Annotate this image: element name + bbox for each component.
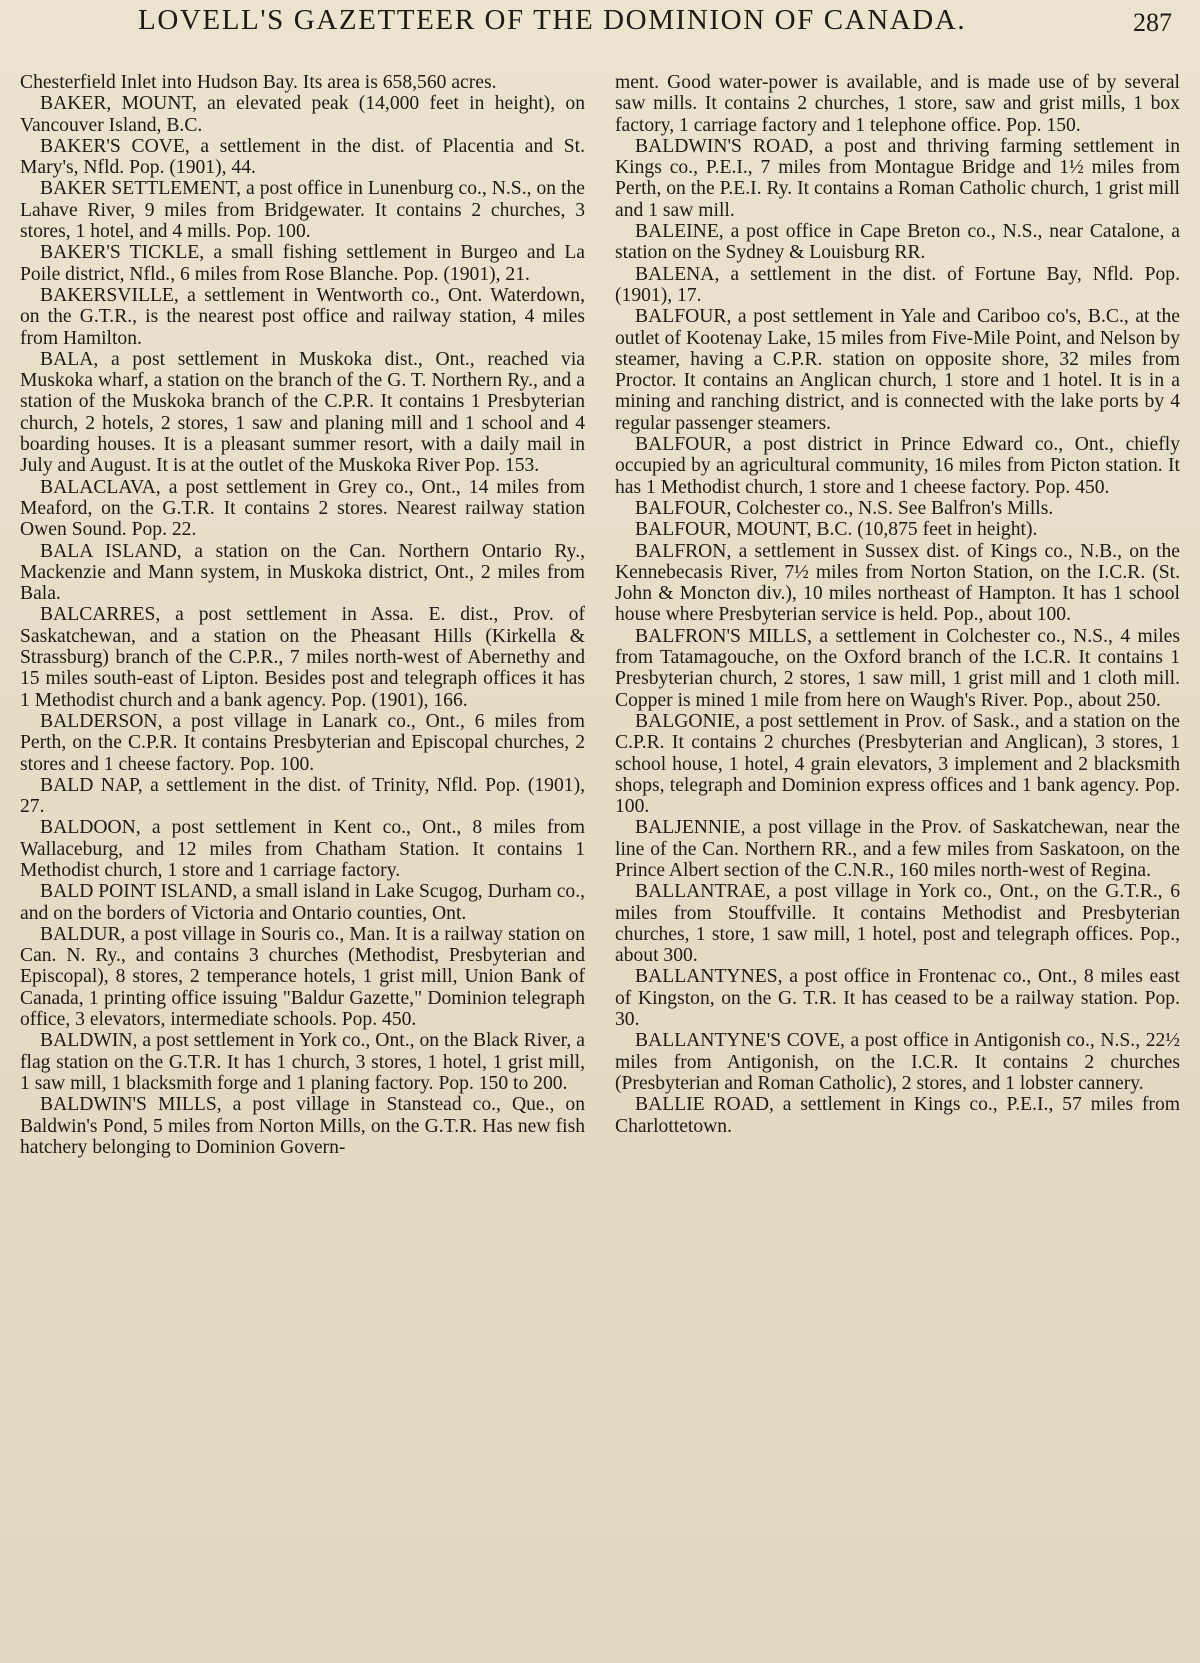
gazetteer-entry: BALA, a post settlement in Muskoka dist., Ont., reached via Muskoka wharf, a station on the branch of the G. T. Northern Ry., and a station of the Muskoka branch of the C.P.R. It contains 1 Presbyterian church, 2 hotels, 2 stores, 1 saw and planing mill and 1 school and 4 boarding houses. It is a pleasant summer resort, with a daily mail in July and August. It is at the outlet of the Muskoka River Pop. 153. bbox=[20, 348, 585, 477]
gazetteer-entry: BAKER, MOUNT, an elevated peak (14,000 feet in height), on Vancouver Island, B.C. bbox=[20, 93, 585, 136]
gazetteer-entry: BALCARRES, a post settlement in Assa. E. dist., Prov. of Saskatchewan, and a station on the Pheasant Hills (Kirkella & Strassburg) branch of the C.P.R., 7 miles north-west of Abernethy and 15 miles south-east of Lipton. Besides post and telegraph offices it has 1 Methodist church and a bank agency. Pop. (1901), 166. bbox=[20, 604, 585, 711]
gazetteer-entry: BALDOON, a post settlement in Kent co., Ont., 8 miles from Wallaceburg, and 12 miles from Chatham Station. It contains 1 Methodist church, 1 store and 1 carriage factory. bbox=[20, 817, 585, 881]
gazetteer-entry: BALDUR, a post village in Souris co., Man. It is a railway station on Can. N. Ry., and contains 3 churches (Methodist, Presbyterian and Episcopal), 8 stores, 2 temperance hotels, 1 grist mill, Union Bank of Canada, 1 printing office issuing "Baldur Gazette," Dominion telegraph office, 3 elevators, intermediate schools. Pop. 450. bbox=[20, 923, 585, 1031]
gazetteer-entry: BALJENNIE, a post village in the Prov. of Saskatchewan, near the line of the Can. Northern RR., and a few miles from Saskatoon, on the Prince Albert section of the C.N.R., 160 miles north-west of Regina. bbox=[615, 817, 1180, 881]
gazetteer-entry: BALEINE, a post office in Cape Breton co., N.S., near Catalone, a station on the Sydney & Louisburg RR. bbox=[615, 221, 1180, 264]
text-columns bbox=[20, 72, 1180, 1652]
gazetteer-entry: ment. Good water-power is available, and is made use of by several saw mills. It contains 2 churches, 1 store, saw and grist mills, 1 box factory, 1 carriage factory and 1 telephone office. Pop. 150. bbox=[615, 72, 1180, 136]
gazetteer-entry: BALLANTRAE, a post village in York co., Ont., on the G.T.R., 6 miles from Stouffville. It contains Methodist and Presbyterian churches, 1 store, 1 saw mill, 1 hotel, post and telegraph offices. Pop., about 300. bbox=[615, 881, 1180, 967]
gazetteer-entry: BALDERSON, a post village in Lanark co., Ont., 6 miles from Perth, on the C.P.R. It contains Presbyterian and Episcopal churches, 2 stores and 1 cheese factory. Pop. 100. bbox=[20, 710, 585, 775]
gazetteer-entry: BALFOUR, MOUNT, B.C. (10,875 feet in height). bbox=[635, 519, 1038, 541]
gazetteer-entry: BALDWIN, a post settlement in York co., Ont., on the Black River, a flag station on the G.T.R. It has 1 church, 3 stores, 1 hotel, 1 grist mill, 1 saw mill, 1 blacksmith forge and 1 planing factory. Pop. 150 to 200. bbox=[20, 1030, 585, 1094]
gazetteer-entry: BAKER'S COVE, a settlement in the dist. of Placentia and St. Mary's, Nfld. Pop. (1901), 44. bbox=[20, 135, 585, 179]
gazetteer-entry: BALLANTYNES, a post office in Frontenac co., Ont., 8 miles east of Kingston, on the G. T.R. It has ceased to be a railway station. Pop. 30. bbox=[615, 966, 1180, 1031]
gazetteer-entry: BALD POINT ISLAND, a small island in Lake Scugog, Durham co., and on the borders of Victoria and Ontario counties, Ont. bbox=[20, 881, 585, 924]
gazetteer-entry: BALFRON'S MILLS, a settlement in Colchester co., N.S., 4 miles from Tatamagouche, on the Oxford branch of the I.C.R. It contains 1 Presbyterian church, 2 stores, 1 saw mill, 1 grist mill and 1 cloth mill. Copper is mined 1 mile from here on Waugh's River. Pop., about 250. bbox=[615, 625, 1180, 711]
gazetteer-entry: BAKER'S TICKLE, a small fishing settlement in Burgeo and La Poile district, Nfld., 6 miles from Rose Blanche. Pop. (1901), 21. bbox=[20, 242, 585, 285]
running-head bbox=[0, 0, 1200, 62]
gazetteer-entry: BALFOUR, a post settlement in Yale and Cariboo co's, B.C., at the outlet of Kootenay Lake, 15 miles from Five-Mile Point, and Nelson by steamer, having a C.P.R. station on opposite shore, 32 miles from Proctor. It contains an Anglican church, 1 store and 1 hotel. It is in a mining and ranching district, and is connected with the lake ports by 4 regular passenger steamers. bbox=[615, 306, 1180, 434]
running-title: LOVELL'S GAZETTEER OF THE DOMINION OF CANADA. bbox=[138, 4, 967, 36]
gazetteer-entry: BALDWIN'S MILLS, a post village in Stanstead co., Que., on Baldwin's Pond, 5 miles from Norton Mills, on the G.T.R. Has new fish hatchery belonging to Dominion Govern- bbox=[20, 1094, 585, 1158]
left-column bbox=[20, 72, 585, 1652]
right-column bbox=[615, 72, 1180, 1652]
gazetteer-entry: BALFOUR, Colchester co., N.S. See Balfron's Mills. bbox=[635, 497, 1054, 519]
page-number: 287 bbox=[1133, 8, 1172, 37]
gazetteer-entry: BALGONIE, a post settlement in Prov. of Sask., and a station on the C.P.R. It contains 2 churches (Presbyterian and Anglican), 3 stores, 1 school house, 1 hotel, 4 grain elevators, 3 implement and 2 blacksmith shops, telegraph and Dominion express offices and 1 bank agency. Pop. 100. bbox=[615, 710, 1180, 818]
gazetteer-entry: BALFOUR, a post district in Prince Edward co., Ont., chiefly occupied by an agricultural community, 16 miles from Picton station. It has 1 Methodist church, 1 store and 1 cheese factory. Pop. 450. bbox=[615, 434, 1180, 498]
gazetteer-entry: BALFRON, a settlement in Sussex dist. of Kings co., N.B., on the Kennebecasis River, 7½ miles from Norton Station, on the I.C.R. (St. John & Moncton div.), 10 miles northeast of Hampton. It has 1 school house where Presbyterian service is held. Pop., about 100. bbox=[615, 540, 1180, 626]
gazetteer-entry: BALD NAP, a settlement in the dist. of Trinity, Nfld. Pop. (1901), 27. bbox=[20, 774, 585, 818]
gazetteer-entry: BAKERSVILLE, a settlement in Wentworth co., Ont. Waterdown, on the G.T.R., is the nearest post office and railway station, 4 miles from Hamilton. bbox=[20, 284, 585, 349]
gazetteer-entry: BALLANTYNE'S COVE, a post office in Antigonish co., N.S., 22½ miles from Antigonish, on the I.C.R. It contains 2 churches (Presbyterian and Roman Catholic), 2 stores, and 1 lobster cannery. bbox=[615, 1030, 1180, 1094]
gazetteer-entry: BAKER SETTLEMENT, a post office in Lunenburg co., N.S., on the Lahave River, 9 miles from Bridgewater. It contains 2 churches, 3 stores, 1 hotel, and 4 mills. Pop. 100. bbox=[20, 178, 585, 243]
gazetteer-entry: BALLIE ROAD, a settlement in Kings co., P.E.I., 57 miles from Charlottetown. bbox=[615, 1094, 1180, 1137]
gazetteer-entry: BALENA, a settlement in the dist. of Fortune Bay, Nfld. Pop. (1901), 17. bbox=[615, 263, 1180, 306]
gazetteer-entry: BALDWIN'S ROAD, a post and thriving farming settlement in Kings co., P.E.I., 7 miles from Montague Bridge and 1½ miles from Perth, on the P.E.I. Ry. It contains a Roman Catholic church, 1 grist mill and 1 saw mill. bbox=[615, 135, 1180, 221]
gazetteer-entry: BALACLAVA, a post settlement in Grey co., Ont., 14 miles from Meaford, on the G.T.R. It contains 2 stores. Nearest railway station Owen Sound. Pop. 22. bbox=[20, 476, 585, 541]
gazetteer-entry: Chesterfield Inlet into Hudson Bay. Its area is 658,560 acres. bbox=[20, 72, 497, 93]
gazetteer-entry: BALA ISLAND, a station on the Can. Northern Ontario Ry., Mackenzie and Mann system, in Muskoka district, Ont., 2 miles from Bala. bbox=[20, 540, 585, 605]
